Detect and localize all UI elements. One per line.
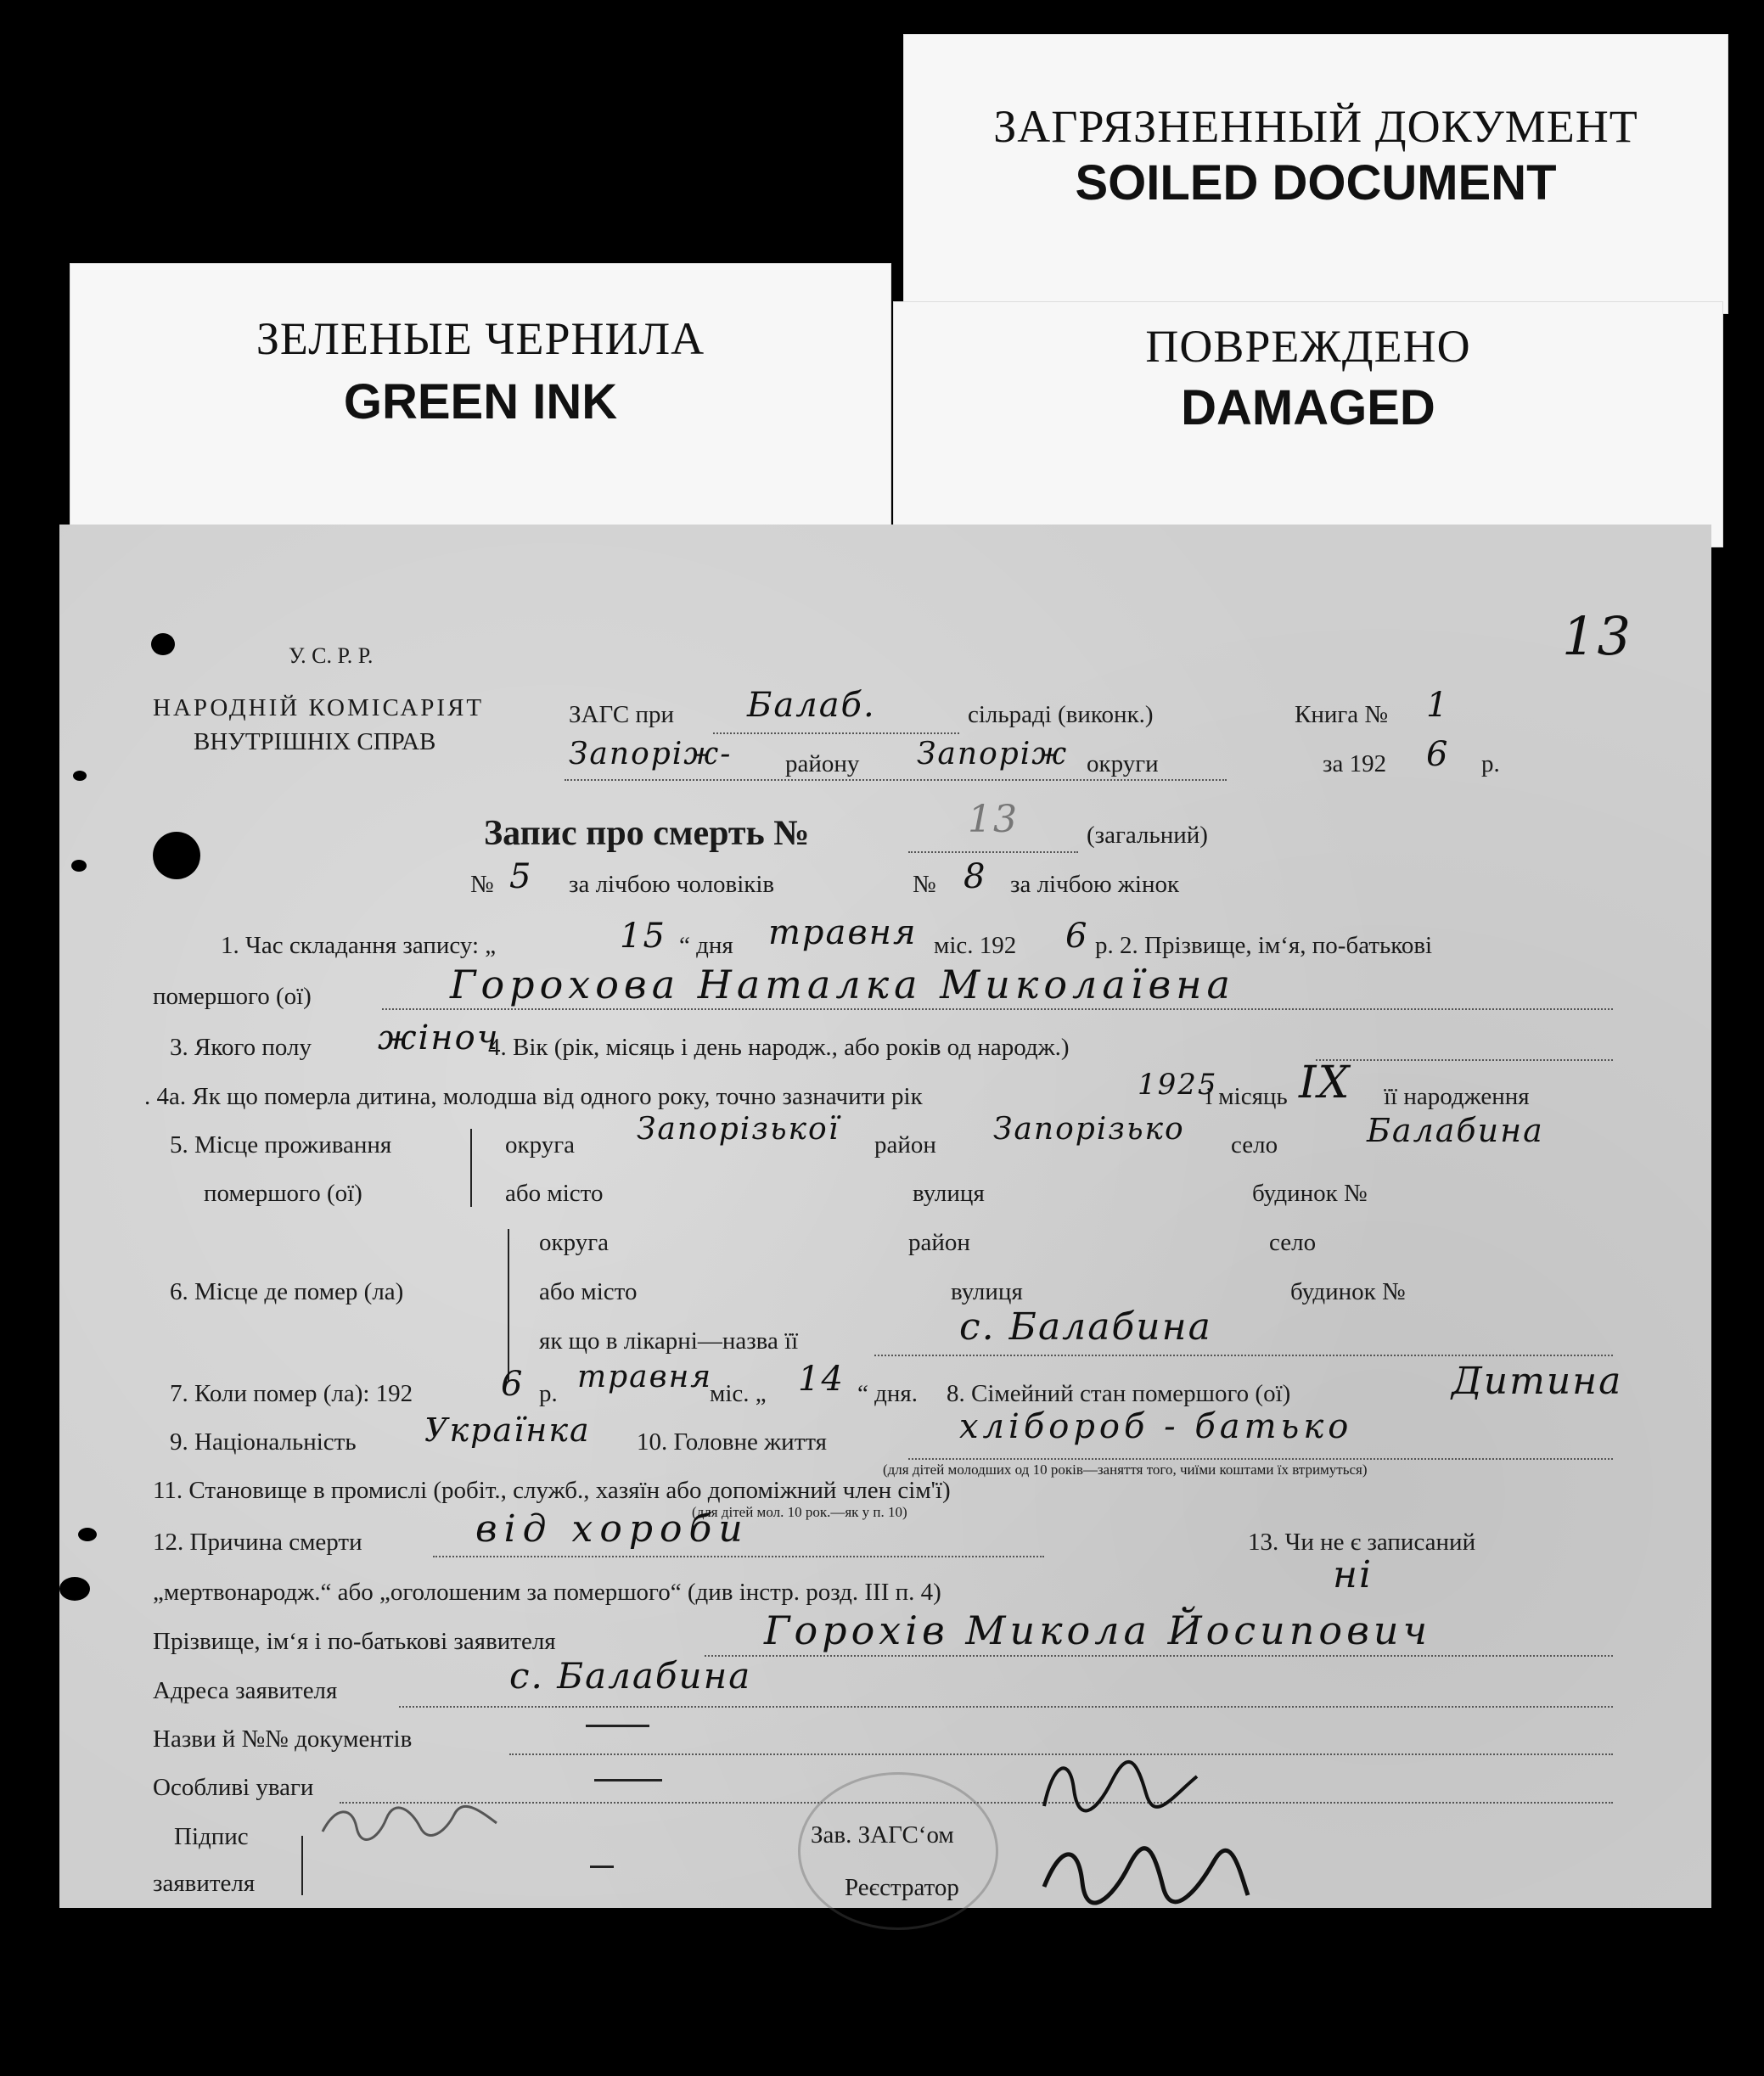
punch-hole [78,1528,97,1541]
zav-signature [1036,1747,1205,1832]
f1-year: 6 [1065,917,1089,956]
okruh-label: округи [1087,750,1159,777]
book-label: Книга № [1295,701,1389,728]
f3-value: жіноч [378,1018,500,1058]
f5-label-b: помершого (ої) [204,1180,362,1207]
f5-selo-value: Балабина [1367,1112,1544,1149]
f5-house: будинок № [1252,1180,1368,1207]
f11-label: 11. Становище в промислі (робіт., служб., хазяїн або допоміжний член сім'ї) [153,1477,951,1504]
rayon-label: району [785,750,860,777]
f1-year-label: міс. 192 [934,932,1017,959]
dotted-line [433,1556,1044,1557]
f10-note: (для дітей молодших од 10 років—заняття того, чиїми коштами їх втримуться) [883,1462,1368,1478]
f1-day-label: “ дня [679,932,733,959]
green-note-en: GREEN INK [343,374,618,429]
f6-okruh: округа [539,1229,609,1256]
sign-label-b: заявителя [153,1870,256,1897]
f7-day: 14 [798,1360,845,1399]
applicant-label: Прізвище, ім‘я і по-батькові заявителя [153,1628,556,1655]
f9-value: Українка [424,1411,591,1449]
sign-label: Підпис [174,1823,249,1850]
dotted-line [908,1458,1613,1460]
f13-label: 13. Чи не є записаний [1248,1529,1476,1556]
zags-value: Балаб. [747,686,876,725]
f6-city: або місто [539,1278,638,1305]
f1-day: 15 [620,917,666,956]
f1-label: 1. Час складання запису: „ [221,932,497,959]
brace [301,1836,303,1895]
f7-year: 6 [501,1365,525,1404]
f4a-suffix: її народження [1384,1083,1530,1110]
rayon-value: Запоріж- [569,737,733,771]
remarks-label: Особливі уваги [153,1774,314,1801]
dotted-line [705,1655,1613,1657]
applicant-signature [318,1798,505,1856]
f12-value: від хороби [475,1507,750,1551]
punch-hole [151,633,175,655]
f9-label: 9. Національність [170,1428,357,1456]
dotted-line [1316,1059,1613,1061]
f7-month: травня [577,1360,713,1394]
f5-street: вулиця [913,1180,985,1207]
zags-label: ЗАГС при [569,701,674,728]
f8-value: Дитина [1452,1360,1623,1403]
women-count: 8 [963,857,987,896]
dash-mark [586,1725,649,1727]
punch-hole [153,832,200,879]
f5-rayon: район [874,1131,936,1159]
registrar-signature [1036,1836,1256,1912]
soiled-note-ru: ЗАГРЯЗНЕННЫЙ ДОКУМЕНТ [993,101,1638,152]
dotted-line [565,779,1227,781]
men-count: 5 [509,857,533,896]
dash-mark [594,1779,662,1781]
f6-hospital-value: с. Балабина [959,1305,1212,1349]
f3-label: 3. Якого полу [170,1034,312,1061]
f4-label: 4. Вік (рік, місяць і день народж., або років од народж.) [488,1034,1070,1061]
f5-label: 5. Місце проживання [170,1131,392,1159]
year-label: за 192 [1323,750,1387,777]
f5-selo: село [1231,1131,1278,1159]
f11-note: (для дітей мол. 10 рок.—як у п. 10) [692,1504,907,1520]
f6-rayon: район [908,1229,970,1256]
f10-label: 10. Головне життя [637,1428,827,1456]
dotted-line [874,1355,1613,1356]
address-value: с. Балабина [509,1655,752,1697]
f7-day-label: “ дня. [857,1380,918,1407]
dotted-line [382,1008,1613,1010]
f6-street: вулиця [951,1278,1023,1305]
record-number: 13 [968,798,1019,841]
f7-mis: міс. „ [710,1380,767,1407]
brace [508,1229,509,1382]
brace [470,1129,472,1207]
registrar-label: Реєстратор [845,1874,959,1901]
f1-month: травня [768,913,918,952]
official-stamp [798,1772,998,1930]
address-label: Адреса заявителя [153,1677,338,1704]
page-number: 13 [1562,605,1632,667]
record-title: Запис про смерть № [484,814,810,853]
selrada-label: сільраді (виконк.) [968,701,1154,728]
applicant-value: Горохів Микола Йосипович [764,1607,1432,1653]
soiled-document-note [903,34,1728,314]
docs-label: Назви й №№ документів [153,1725,413,1753]
f5-rayon-value: Запорізько [993,1112,1185,1147]
dotted-line [399,1706,1613,1708]
okruh-value: Запоріж [917,737,1069,771]
f7-r: р. [539,1380,558,1407]
f13-value: ні [1333,1553,1374,1596]
f6-house: будинок № [1290,1278,1406,1305]
women-no: № [913,871,936,898]
soiled-note-en: SOILED DOCUMENT [1075,155,1557,210]
green-ink-note [70,263,891,543]
punch-hole [73,771,87,781]
dotted-line [713,732,959,734]
damaged-note-ru: ПОВРЕЖДЕНО [1145,321,1471,372]
f5-city: або місто [505,1180,604,1207]
f12-label: 12. Причина смерти [153,1529,362,1556]
punch-hole [59,1577,90,1601]
f8-label: 8. Сімейний стан помершого (ої) [947,1380,1291,1407]
f13-label-b: „мертвонародж.“ або „оголошеним за помершого“ (див інстр. розд. III п. 4) [153,1579,941,1606]
f4a-month: IX [1299,1058,1351,1108]
record-general: (загальний) [1087,822,1208,849]
damaged-note [893,301,1723,547]
men-label: за лічбою чоловіків [569,871,775,898]
state-label: У. С. Р. Р. [289,643,374,668]
women-label: за лічбою жінок [1010,871,1180,898]
f4a-month-label: і місяць [1205,1083,1288,1110]
zav-label: Зав. ЗАГС‘ом [811,1821,954,1849]
f2-label-b: помершого (ої) [153,983,312,1010]
punch-hole [71,860,87,872]
dotted-line [908,851,1078,853]
death-record-form [59,525,1711,1908]
damaged-note-en: DAMAGED [1181,380,1435,435]
book-value: 1 [1426,686,1450,725]
f5-okruh: округа [505,1131,575,1159]
f4a-label: . 4а. Як що померла дитина, молодша від одного року, точно зазначити рік [144,1083,923,1110]
f6-label: 6. Місце де помер (ла) [170,1278,404,1305]
year-suffix: р. [1481,750,1500,777]
commissariat-line-2: ВНУТРІШНІХ СПРАВ [194,728,436,755]
f2-label: р. 2. Прізвище, ім‘я, по-батькові [1095,932,1433,959]
f4a-year: 1925 [1138,1068,1218,1102]
corner-mark [134,2027,141,2039]
f10-value: хлібороб - батько [959,1407,1353,1446]
f5-okruh-value: Запорізької [637,1112,840,1147]
dash-mark [590,1866,614,1868]
green-note-ru: ЗЕЛЕНЫЕ ЧЕРНИЛА [256,313,705,364]
f6-hospital: як що в лікарні—назва її [539,1327,799,1355]
f7-label: 7. Коли помер (ла): 192 [170,1380,413,1407]
men-no: № [470,871,494,898]
f2-value: Горохова Наталка Миколаївна [450,962,1235,1007]
applicant-signature-stroke [318,1798,505,1849]
commissariat-line-1: НАРОДНІЙ КОМІСАРІЯТ [153,694,485,721]
f6-selo: село [1269,1229,1317,1256]
year-value: 6 [1426,735,1450,774]
